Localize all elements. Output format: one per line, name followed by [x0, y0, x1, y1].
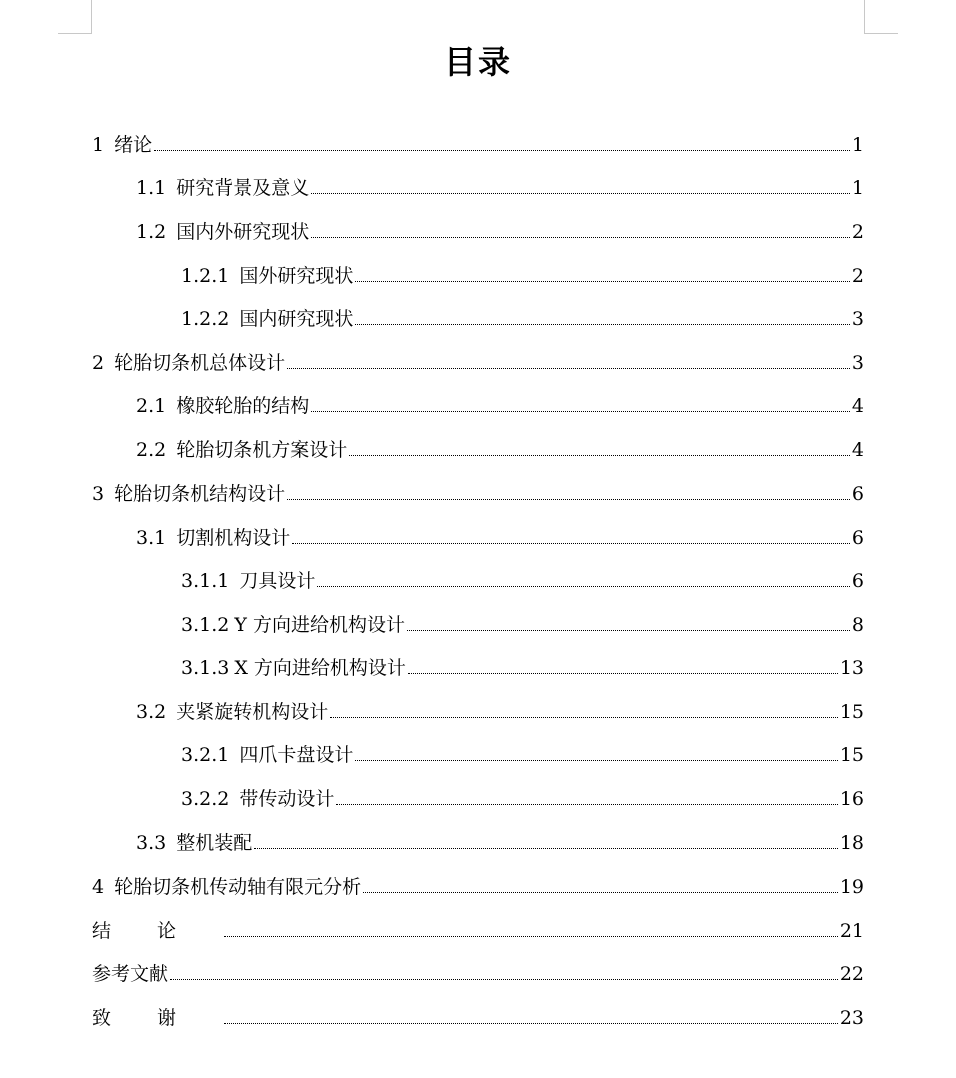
toc-entry[interactable] — [136, 218, 864, 246]
toc-entry-title: 轮胎切条机总体设计 — [114, 352, 286, 374]
toc-entry-title: 轮胎切条机方案设计 — [176, 439, 348, 461]
toc-entry-text — [92, 873, 361, 901]
toc-entry[interactable] — [136, 436, 864, 464]
toc-entry-page: 21 — [839, 920, 864, 942]
toc-entry-number: 1 — [92, 134, 105, 156]
toc-entry-title: 轮胎切条机传动轴有限元分析 — [114, 876, 362, 898]
crop-mark-top-right-horizontal — [864, 33, 898, 34]
toc-entry[interactable] — [92, 873, 864, 901]
toc-entry-number: 2.1 — [136, 395, 167, 417]
dot-leader — [224, 1015, 838, 1024]
dot-leader — [355, 752, 837, 761]
toc-entry-number: 3.1 — [136, 527, 167, 549]
toc-entry-text — [92, 349, 285, 377]
toc-entry-text — [136, 174, 309, 202]
toc-entry-text — [181, 262, 353, 290]
toc-entry[interactable] — [92, 349, 864, 377]
toc-entry-number: 3.1.1 — [181, 570, 230, 592]
dot-leader — [336, 796, 837, 805]
toc-entry-page: 4 — [851, 439, 864, 461]
toc-entry[interactable] — [181, 567, 864, 595]
toc-entry-title: X 方向进给机构设计 — [234, 657, 406, 679]
toc-entry-page: 15 — [839, 744, 864, 766]
toc-entry-page: 2 — [851, 221, 864, 243]
toc-entry-page: 1 — [851, 134, 864, 156]
toc-entry-number: 4 — [92, 876, 105, 898]
toc-entry[interactable] — [181, 305, 864, 333]
toc-entry-title: 带传动设计 — [239, 788, 335, 810]
toc-entry[interactable] — [92, 131, 864, 159]
dot-leader — [407, 622, 850, 631]
toc-entry-page: 6 — [851, 483, 864, 505]
toc-entry-title: 切割机构设计 — [176, 527, 291, 549]
toc-entry-number: 3.2.1 — [181, 744, 230, 766]
dot-leader — [287, 360, 850, 369]
toc-entry-number: 1.2.1 — [181, 265, 230, 287]
toc-entry-number: 3.2.2 — [181, 788, 230, 810]
toc-entry-title: 绪论 — [114, 134, 153, 156]
toc-entry-text — [181, 567, 315, 595]
toc-entry-number: 1.2.2 — [181, 308, 230, 330]
dot-leader — [154, 142, 850, 151]
toc-entry-number: 3.1.2 — [181, 614, 230, 636]
toc-entry-title: 致谢 — [92, 1007, 223, 1029]
dot-leader — [311, 185, 850, 194]
toc-entry-title: 结论 — [92, 920, 223, 942]
toc-entry[interactable] — [181, 654, 864, 682]
toc-entry-text — [136, 392, 309, 420]
toc-entry-title: 夹紧旋转机构设计 — [176, 701, 329, 723]
dot-leader — [311, 229, 850, 238]
crop-mark-top-right-vertical — [864, 0, 865, 34]
dot-leader — [363, 884, 838, 893]
page-title: 目录 — [443, 43, 512, 81]
toc-entry-page: 18 — [839, 832, 864, 854]
toc-entry-title: 橡胶轮胎的结构 — [176, 395, 310, 417]
toc-entry-text — [181, 741, 353, 769]
toc-entry-page: 8 — [851, 614, 864, 636]
toc-entry-text — [136, 218, 309, 246]
toc-entry-text — [136, 524, 290, 552]
dot-leader — [355, 273, 850, 282]
toc-entry-text — [92, 480, 285, 508]
toc-entry-page: 13 — [839, 657, 864, 679]
toc-entry-text — [92, 917, 222, 945]
toc-entry-page: 19 — [839, 876, 864, 898]
toc-entry[interactable] — [92, 1004, 864, 1032]
dot-leader — [330, 709, 838, 718]
toc-entry-title: 国内外研究现状 — [176, 221, 310, 243]
dot-leader — [170, 971, 838, 980]
dot-leader — [408, 665, 838, 674]
toc-entry-page: 3 — [851, 352, 864, 374]
toc-entry-text — [92, 1004, 222, 1032]
dot-leader — [317, 578, 850, 587]
toc-entry-number: 1.2 — [136, 221, 167, 243]
toc-entry-title: 研究背景及意义 — [176, 177, 310, 199]
toc-entry-number: 3.3 — [136, 832, 167, 854]
crop-mark-top-left-vertical — [91, 0, 92, 34]
toc-entry-text — [181, 611, 405, 639]
dot-leader — [287, 491, 850, 500]
toc-entry-title: 参考文献 — [92, 963, 169, 985]
toc-entry[interactable] — [136, 829, 864, 857]
toc-entry[interactable] — [136, 524, 864, 552]
dot-leader — [224, 928, 838, 937]
toc-entry-page: 23 — [839, 1007, 864, 1029]
toc-entry-page: 1 — [851, 177, 864, 199]
toc-entry-page: 22 — [839, 963, 864, 985]
toc-entry-number: 1.1 — [136, 177, 167, 199]
toc-entry-title: 轮胎切条机结构设计 — [114, 483, 286, 505]
toc-entry-number: 3 — [92, 483, 105, 505]
toc-entry[interactable] — [92, 917, 864, 945]
toc-entry-text — [136, 829, 252, 857]
toc-entry-text — [181, 654, 406, 682]
toc-entry-number: 3.2 — [136, 701, 167, 723]
dot-leader — [254, 840, 838, 849]
toc-entry[interactable] — [92, 480, 864, 508]
toc-entry-page: 16 — [839, 788, 864, 810]
toc-entry[interactable] — [92, 960, 864, 988]
toc-entry-text — [181, 305, 353, 333]
dot-leader — [292, 535, 850, 544]
toc-entry-number: 2 — [92, 352, 105, 374]
dot-leader — [355, 316, 850, 325]
toc-entry-title: Y 方向进给机构设计 — [234, 614, 405, 636]
toc-entry-text — [92, 131, 152, 159]
toc-entry-page: 6 — [851, 527, 864, 549]
toc-entry-title: 国内研究现状 — [239, 308, 354, 330]
toc-entry-text — [136, 436, 347, 464]
dot-leader — [349, 447, 850, 456]
toc-entry[interactable] — [136, 174, 864, 202]
toc-entry-text — [181, 785, 334, 813]
toc-entry[interactable] — [136, 392, 864, 420]
toc-entry-page: 15 — [839, 701, 864, 723]
toc-entry-title: 整机装配 — [176, 832, 253, 854]
toc-entry-page: 2 — [851, 265, 864, 287]
dot-leader — [311, 403, 850, 412]
toc-entry-text — [136, 698, 328, 726]
crop-mark-top-left-horizontal — [58, 33, 92, 34]
toc-entry[interactable] — [181, 785, 864, 813]
toc-entry-title: 国外研究现状 — [239, 265, 354, 287]
toc-entry-page: 4 — [851, 395, 864, 417]
toc-entry-page: 3 — [851, 308, 864, 330]
toc-entry[interactable] — [181, 611, 864, 639]
toc-entry[interactable] — [181, 262, 864, 290]
toc-entry-title: 刀具设计 — [239, 570, 316, 592]
toc-entry-number: 3.1.3 — [181, 657, 230, 679]
toc-entry-page: 6 — [851, 570, 864, 592]
toc-entry-title: 四爪卡盘设计 — [239, 744, 354, 766]
toc-entry-number: 2.2 — [136, 439, 167, 461]
toc-entry-text — [92, 960, 168, 988]
toc-entry[interactable] — [136, 698, 864, 726]
toc-entry[interactable] — [181, 741, 864, 769]
